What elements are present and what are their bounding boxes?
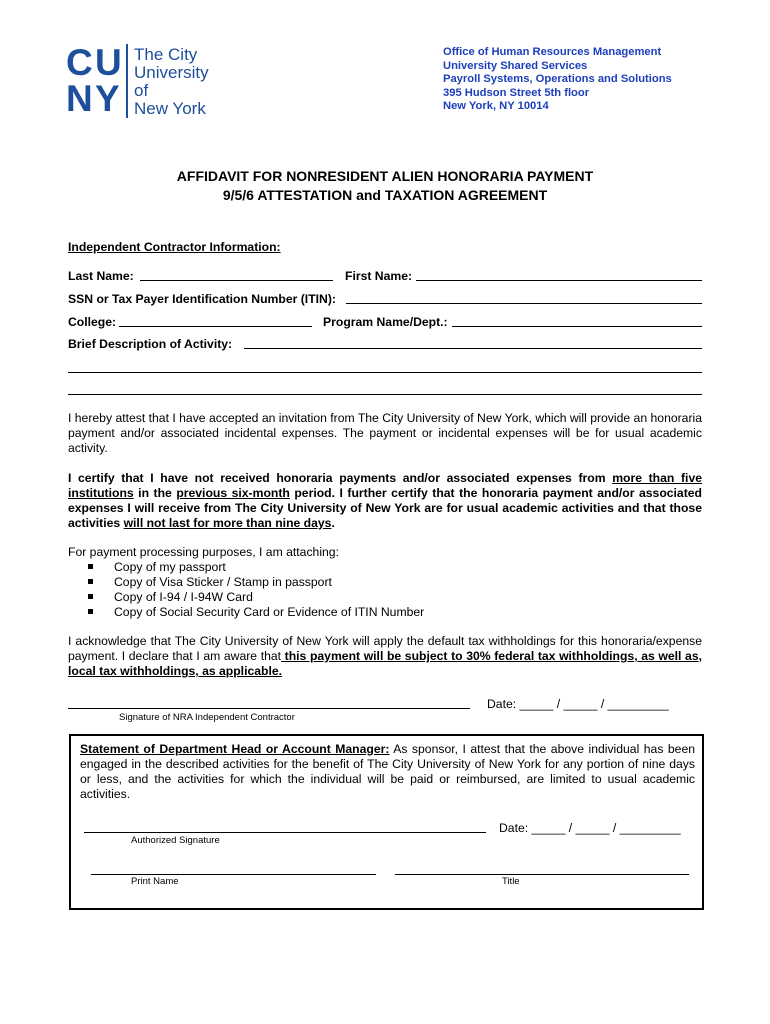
logo-name-line: University (134, 63, 209, 82)
title-caption: Title (502, 876, 520, 887)
attach-item-label: Copy of my passport (114, 560, 226, 574)
print-name-caption: Print Name (131, 876, 179, 887)
sponsor-heading: Statement of Department Head or Account Manager: (80, 742, 390, 756)
document-subtitle: 9/5/6 ATTESTATION and TAXATION AGREEMENT (222, 187, 548, 203)
office-line: Payroll Systems, Operations and Solutions (443, 73, 672, 85)
authorized-signature-caption: Authorized Signature (131, 835, 220, 846)
certify-text: . (331, 516, 335, 530)
college-field[interactable] (119, 315, 312, 327)
certify-emphasis: will not last for more than nine days (123, 516, 332, 530)
attach-list (68, 560, 702, 620)
activity-label: Brief Description of Activity: (68, 337, 233, 351)
activity-field-line[interactable] (68, 383, 702, 395)
logo-name-line: of (134, 81, 149, 100)
attach-item (68, 605, 702, 620)
document-title: AFFIDAVIT FOR NONRESIDENT ALIEN HONORARIA PAYMENT (176, 168, 594, 184)
cuny-logo (66, 42, 209, 119)
title-field[interactable] (395, 863, 689, 875)
logo-letter-n: N (66, 78, 92, 119)
bullet-icon (88, 579, 93, 584)
sponsor-text: As sponsor, I attest that the above individual has been engaged in the described activities for the benefit of The City University of New York for any portion of nine days or less, and the activities for which the individual will be paid or reimbursed, are limited to usual academic activities. (80, 742, 695, 801)
attach-item (68, 575, 702, 590)
acknowledge-emphasis: this payment will be subject to 30% federal tax withholdings, as well as, local tax withholdings, as applicable. (68, 649, 702, 678)
last-name-field[interactable] (140, 269, 333, 281)
attach-item-label: Copy of Visa Sticker / Stamp in passport (114, 575, 332, 589)
logo-letter-y: Y (95, 78, 119, 119)
program-label: Program Name/Dept.: (323, 315, 448, 329)
attach-item (68, 590, 702, 605)
logo-letter-u: U (95, 42, 121, 83)
activity-field[interactable] (244, 337, 702, 349)
acknowledge-paragraph (68, 634, 702, 679)
certify-emphasis: previous six-month (176, 486, 290, 500)
sponsor-statement (80, 742, 695, 802)
college-label: College: (68, 315, 117, 329)
last-name-label: Last Name: (68, 269, 134, 283)
activity-field-line[interactable] (68, 361, 702, 373)
logo-divider (126, 44, 128, 118)
office-line: 395 Hudson Street 5th floor (443, 86, 590, 99)
certify-text: I certify that I have not received honoraria payments and/or associated expenses from (68, 471, 613, 485)
sponsor-date-field[interactable]: Date: _____ / _____ / _________ (499, 821, 681, 835)
first-name-label: First Name: (345, 269, 413, 283)
attest-paragraph: I hereby attest that I have accepted an invitation from The City University of New York, which will provide an honoraria payment and/or associated incidental expenses. The payment or incidental expenses will be for usual academic activity. (68, 411, 702, 455)
program-field[interactable] (452, 315, 702, 327)
nra-signature-caption: Signature of NRA Independent Contractor (119, 712, 295, 723)
attach-item-label: Copy of I-94 / I-94W Card (114, 590, 253, 604)
certify-text: in the (133, 486, 177, 500)
authorized-signature-field[interactable] (84, 821, 486, 833)
bullet-icon (88, 594, 93, 599)
office-line: University Shared Services (443, 59, 588, 72)
bullet-icon (88, 564, 93, 569)
first-name-field[interactable] (416, 269, 702, 281)
bullet-icon (88, 609, 93, 614)
attach-item (68, 560, 702, 575)
certify-text: period. I further certify that the honoraria payment and/or associated expenses I will receive from The City University of New York are for usual academic activities and that those activities (68, 486, 702, 530)
nra-signature-field[interactable] (68, 697, 470, 709)
office-address (443, 46, 672, 114)
acknowledge-text: I acknowledge that The City University of New York will apply the default tax withholdings for this honoraria/expense payment. I declare that I am aware that (68, 634, 702, 663)
office-line: New York, NY 10014 (443, 100, 549, 112)
contractor-heading: Independent Contractor Information: (68, 240, 281, 254)
attach-item-label: Copy of Social Security Card or Evidence of ITIN Number (114, 605, 425, 619)
nra-date-field[interactable]: Date: _____ / _____ / _________ (487, 697, 669, 711)
ssn-label: SSN or Tax Payer Identification Number (ITIN): (68, 292, 336, 306)
logo-name-line: The City (134, 45, 198, 64)
certify-paragraph (68, 471, 702, 531)
logo-letter-c: C (66, 42, 92, 83)
print-name-field[interactable] (91, 863, 376, 875)
attach-intro: For payment processing purposes, I am attaching: (68, 545, 339, 559)
ssn-field[interactable] (346, 292, 702, 304)
office-line: Office of Human Resources Management (443, 46, 662, 58)
logo-name-line: New York (134, 99, 206, 118)
certify-emphasis: more than five institutions (68, 471, 702, 500)
